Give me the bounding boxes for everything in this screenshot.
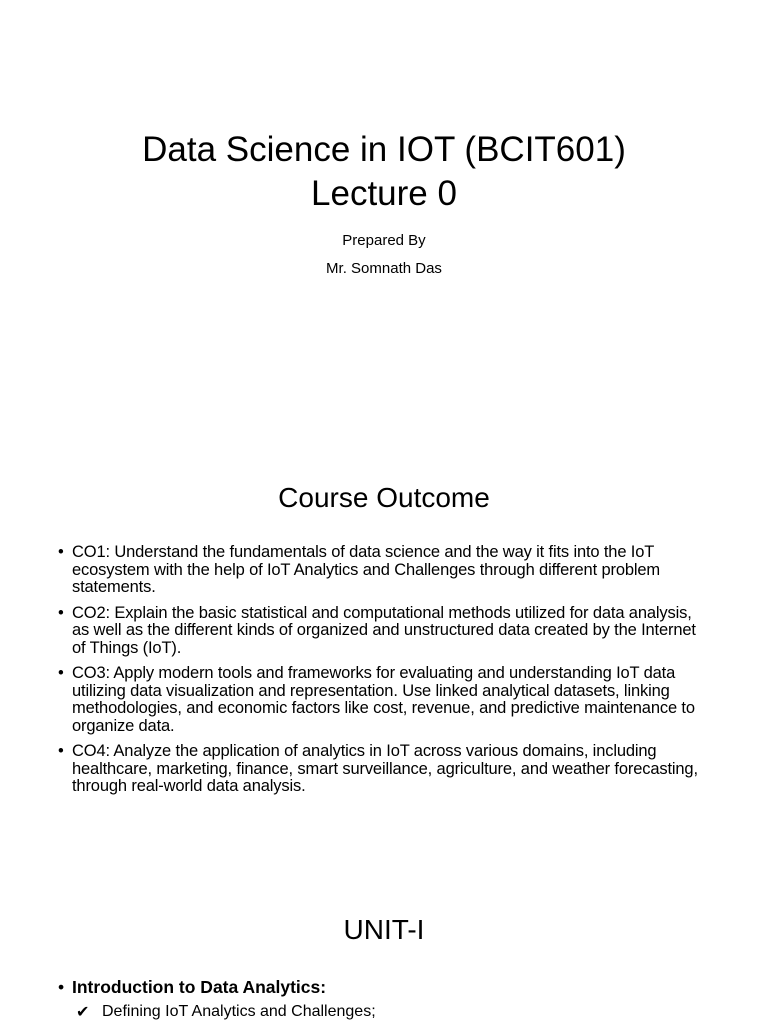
- course-outcome-text: CO1: Understand the fundamentals of data science and the way it fits into the IoT ecosystem with the help of IoT Analytics and Challenges through different problem statements.: [72, 543, 661, 596]
- list-item: [58, 603, 712, 658]
- unit-topic-list: [0, 976, 768, 1022]
- prepared-by-label: Prepared By: [342, 232, 426, 249]
- unit-topic-text: Introduction to Data Analytics:: [72, 977, 327, 997]
- subtopic-text: Defining IoT Analytics and Challenges;: [102, 1003, 376, 1020]
- subtopic-list: [72, 1002, 728, 1022]
- title-slide: [0, 128, 768, 428]
- course-outcome-slide: [0, 478, 768, 838]
- course-outcome-text: CO4: Analyze the application of analytics in IoT across various domains, including healthcare, marketing, finance, smart surveillance, agriculture, and weather forecasting, through real-world data analysis.: [72, 742, 698, 795]
- author-name: Mr. Somnath Das: [326, 260, 442, 277]
- course-outcome-heading: Course Outcome: [278, 482, 490, 513]
- author-block: [0, 227, 768, 283]
- bullet-icon: •: [58, 664, 64, 682]
- list-item: [76, 1002, 728, 1022]
- lecture-number: Lecture 0: [311, 174, 457, 213]
- checkmark-icon: ✔: [76, 1002, 90, 1021]
- list-item: [58, 664, 712, 735]
- bullet-icon: •: [58, 977, 65, 997]
- list-item: [58, 543, 712, 597]
- bullet-icon: •: [58, 742, 64, 760]
- list-item: [58, 976, 728, 1022]
- course-outcome-text: CO2: Explain the basic statistical and computational methods utilized for data analysis, as well as the different kinds of organized and unstructured data created by the Internet of Things (IoT).: [72, 603, 696, 657]
- course-outcome-list: [0, 544, 768, 796]
- course-outcome-text: CO3: Apply modern tools and frameworks for evaluating and understanding IoT data utilizing data visualization and representation. Use linked analytical datasets, linking methodologies, and economic factors like cost, revenue, and predictive maintenance to organize data.: [72, 664, 695, 735]
- bullet-icon: •: [58, 603, 64, 622]
- list-item: [58, 742, 712, 796]
- lecture-title: Data Science in IOT (BCIT601): [142, 130, 626, 169]
- bullet-icon: •: [58, 543, 64, 561]
- unit-slide: [0, 910, 768, 1024]
- unit-heading: UNIT-I: [343, 914, 425, 945]
